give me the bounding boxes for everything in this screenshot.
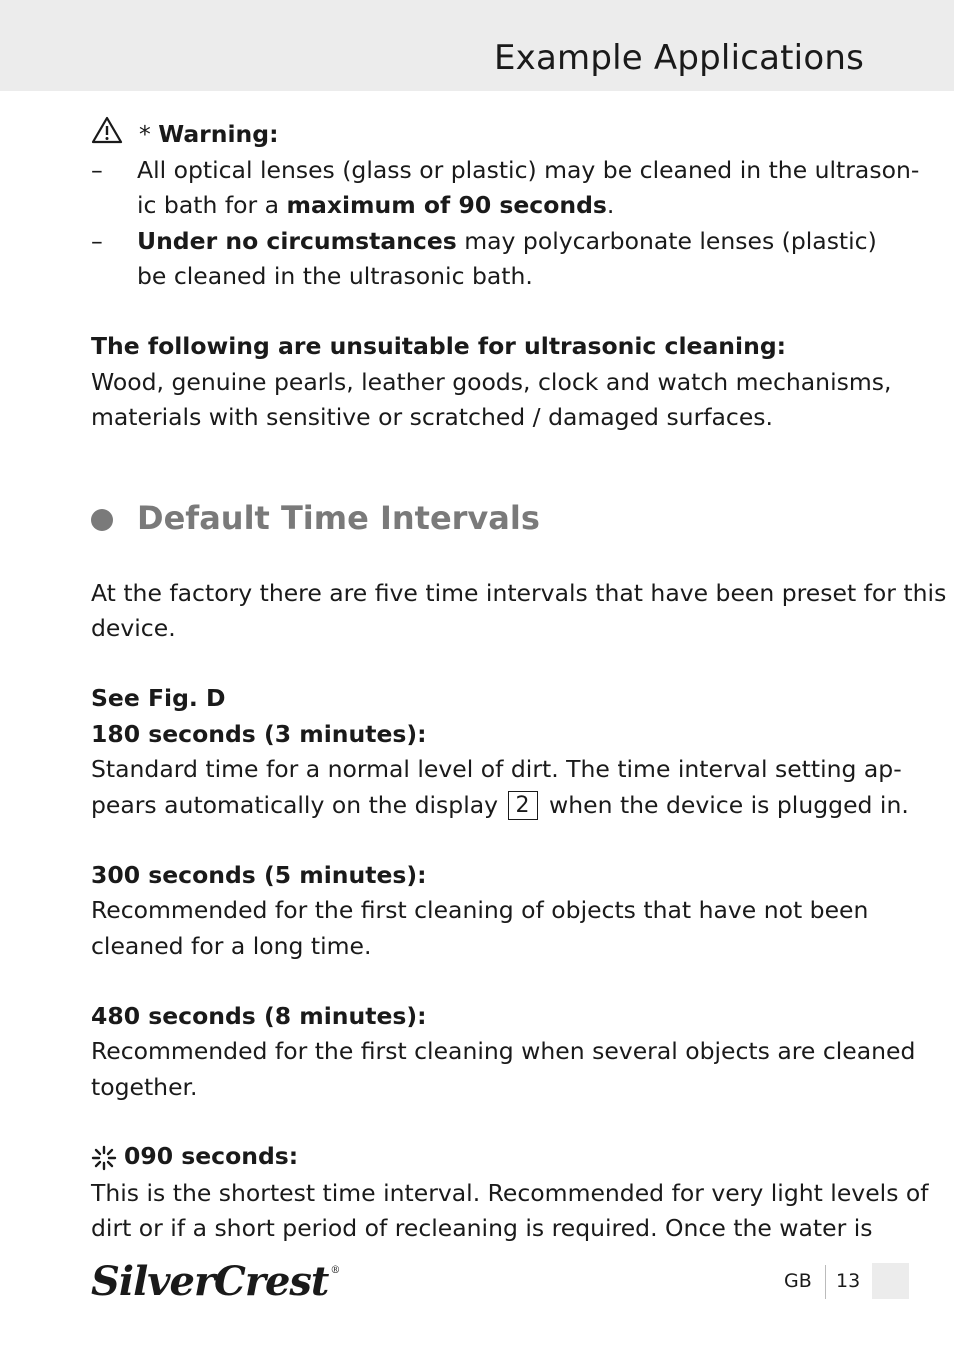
section-bullet-icon (91, 509, 113, 531)
warning-triangle-icon (91, 116, 123, 144)
unsuitable-heading: The following are unsuitable for ultrasonic cleaning: (91, 332, 787, 360)
interval-180-line1: Standard time for a normal level of dirt. The time interval setting ap- (91, 755, 902, 783)
section-title: Default Time Intervals (137, 499, 540, 537)
see-fig-label: See Fig. D (91, 684, 226, 712)
interval-480-line2: together. (91, 1073, 198, 1101)
interval-480-heading: 480 seconds (8 minutes): (91, 1002, 427, 1030)
footer-tab (872, 1263, 909, 1299)
brand-logo: SilverCrest ® (91, 1258, 340, 1305)
intro-line1: At the factory there are five time intervals that have been preset for this (91, 579, 947, 607)
warning-item2-line2: be cleaned in the ultrasonic bath. (137, 262, 533, 290)
warning-label: Warning: (158, 120, 279, 148)
warning-item1-line2: ic bath for a maximum of 90 seconds. (137, 191, 615, 219)
display-reference-box: 2 (508, 791, 538, 820)
warning-heading (139, 116, 279, 152)
interval-300-line1: Recommended for the first cleaning of objects that have not been (91, 896, 869, 924)
intro-line2: device. (91, 614, 176, 642)
max-90-seconds: maximum of 90 seconds (286, 191, 607, 219)
interval-180-line2: pears automatically on the display 2 when the device is plugged in. (91, 791, 909, 819)
warning-item1-line1: All optical lenses (glass or plastic) may be cleaned in the ultrason- (137, 156, 920, 184)
unsuitable-line2: materials with sensitive or scratched / damaged surfaces. (91, 403, 774, 431)
footer-divider (825, 1265, 826, 1299)
interval-180-heading: 180 seconds (3 minutes): (91, 720, 427, 748)
interval-090-line2: dirt or if a short period of recleaning is required. Once the water is (91, 1214, 873, 1242)
unsuitable-line1: Wood, genuine pearls, leather goods, clock and watch mechanisms, (91, 368, 892, 396)
interval-090-heading: 090 seconds: (124, 1142, 299, 1170)
page-header (0, 0, 954, 91)
interval-300-heading: 300 seconds (5 minutes): (91, 861, 427, 889)
sparkle-icon (91, 1145, 117, 1171)
interval-090-line1: This is the shortest time interval. Recommended for very light levels of (91, 1179, 929, 1207)
bullet-dash: – (91, 227, 103, 255)
under-no-circumstances: Under no circumstances (137, 227, 457, 255)
bullet-dash: – (91, 156, 103, 184)
interval-300-line2: cleaned for a long time. (91, 932, 372, 960)
warning-star: * (139, 120, 159, 148)
page-title: Example Applications (494, 38, 864, 78)
page-number: 13 (836, 1270, 861, 1292)
interval-480-line1: Recommended for the first cleaning when several objects are cleaned (91, 1037, 916, 1065)
language-code: GB (784, 1270, 812, 1292)
warning-item2-line1: Under no circumstances may polycarbonate lenses (plastic) (137, 227, 877, 255)
